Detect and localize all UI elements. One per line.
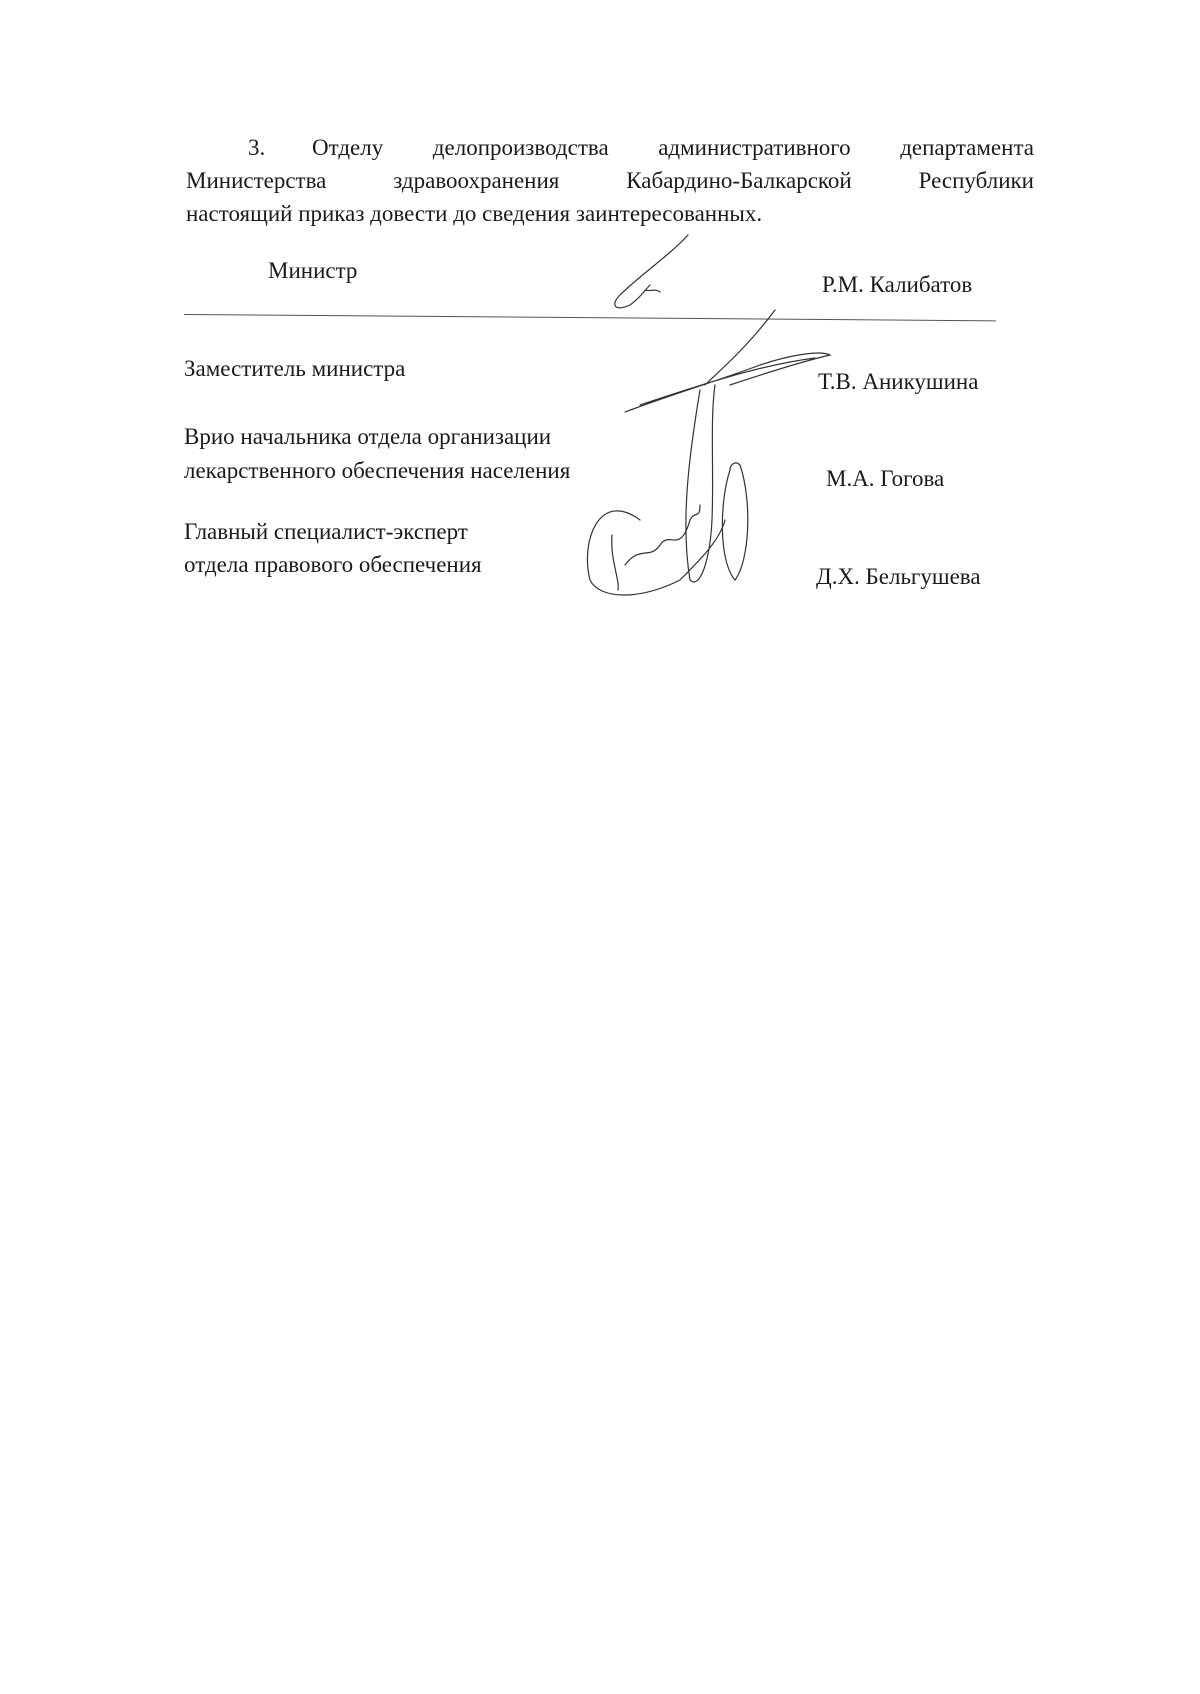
approval-name-2: М.А. Гогова	[826, 466, 945, 491]
approval-title-3-line-2: отдела правового обеспечения	[184, 552, 482, 577]
handwritten-signatures	[0, 0, 1200, 700]
signature-deputy	[625, 310, 830, 412]
paragraph-number: 3.	[248, 135, 266, 160]
minister-title: Министр	[268, 258, 358, 283]
approval-name-3: Д.Х. Бельгушева	[816, 564, 981, 589]
paragraph-line-3: настоящий приказ довести до сведения заинтересованных.	[186, 201, 763, 226]
approval-name-1: Т.В. Аникушина	[818, 369, 979, 394]
signature-gogova	[686, 385, 748, 582]
minister-name: Р.М. Калибатов	[822, 272, 973, 297]
approval-title-1: Заместитель министра	[184, 356, 406, 381]
approval-title-3-line-1: Главный специалист-эксперт	[184, 519, 468, 544]
paragraph-line-1: 3. Отделу делопроизводства административного департамента	[186, 131, 1034, 164]
paragraph-line-2: Министерства здравоохранения Кабардино-Балкарской Республики	[186, 168, 1034, 193]
approval-title-2-line-1: Врио начальника отдела организации	[184, 424, 552, 449]
signature-belgusheva	[587, 505, 725, 595]
approval-title-2-line-2: лекарственного обеспечения населения	[184, 458, 571, 483]
signature-minister	[615, 235, 688, 308]
